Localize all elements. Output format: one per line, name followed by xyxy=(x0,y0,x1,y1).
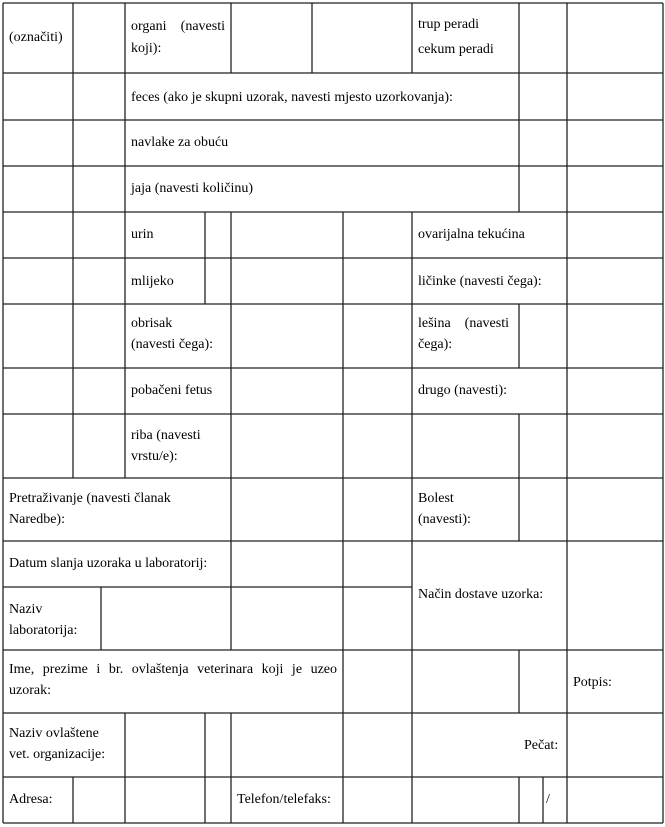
feces-label: feces (ako je skupni uzorak, navesti mjesto uzorkovanja): xyxy=(131,90,453,105)
phone-fax-label: Telefon/telefaks: xyxy=(237,792,331,807)
org-label-2: vet. organizacije: xyxy=(9,747,106,762)
signature-label: Potpis: xyxy=(573,675,612,690)
milk-label: mlijeko xyxy=(131,274,174,289)
vet-label-2: uzorak: xyxy=(9,683,51,698)
send-date-label: Datum slanja uzoraka u laboratorij: xyxy=(9,556,208,571)
other-label: drugo (navesti): xyxy=(418,383,508,398)
swab-label-2: (navesti čega): xyxy=(131,337,214,352)
vet-label-1: Ime, prezime i br. ovlaštenja veterinara koji je uzeo xyxy=(9,662,337,677)
shoe-covers-label: navlake za obuću xyxy=(131,135,229,150)
disease-label-2: (navesti): xyxy=(418,512,471,527)
eggs-label: jaja (navesti količinu) xyxy=(131,181,254,196)
org-label-1: Naziv ovlaštene xyxy=(9,726,99,741)
carcass-label-2: čega): xyxy=(418,337,453,352)
lab-name-label-2: laboratorija: xyxy=(9,623,78,638)
fish-label-2: vrstu/e): xyxy=(131,449,178,464)
mark-label: (označiti) xyxy=(9,30,63,45)
larvae-label: ličinke (navesti čega): xyxy=(418,274,542,289)
fish-label-1: riba (navesti xyxy=(131,428,201,443)
disease-label-1: Bolest xyxy=(418,491,454,506)
test-label-1: Pretraživanje (navesti članak xyxy=(9,491,171,506)
aborted-fetus-label: pobačeni fetus xyxy=(131,383,213,398)
urine-label: urin xyxy=(131,227,154,242)
delivery-method-label: Način dostave uzorka: xyxy=(418,587,544,602)
poultry-cecum-label: cekum peradi xyxy=(418,42,494,57)
ovarian-fluid-label: ovarijalna tekućina xyxy=(418,227,525,242)
slash-separator: / xyxy=(546,792,550,807)
stamp-label: Pečat: xyxy=(524,738,559,753)
carcass-label-1: lešina (navesti xyxy=(418,316,509,331)
address-label: Adresa: xyxy=(9,792,53,807)
test-label-2: Naredbe): xyxy=(9,512,65,527)
poultry-carcass-label: trup peradi xyxy=(418,17,480,32)
swab-label-1: obrisak xyxy=(131,316,173,331)
lab-name-label-1: Naziv xyxy=(9,602,43,617)
organs-label: organi (navesti koji): xyxy=(131,19,225,56)
